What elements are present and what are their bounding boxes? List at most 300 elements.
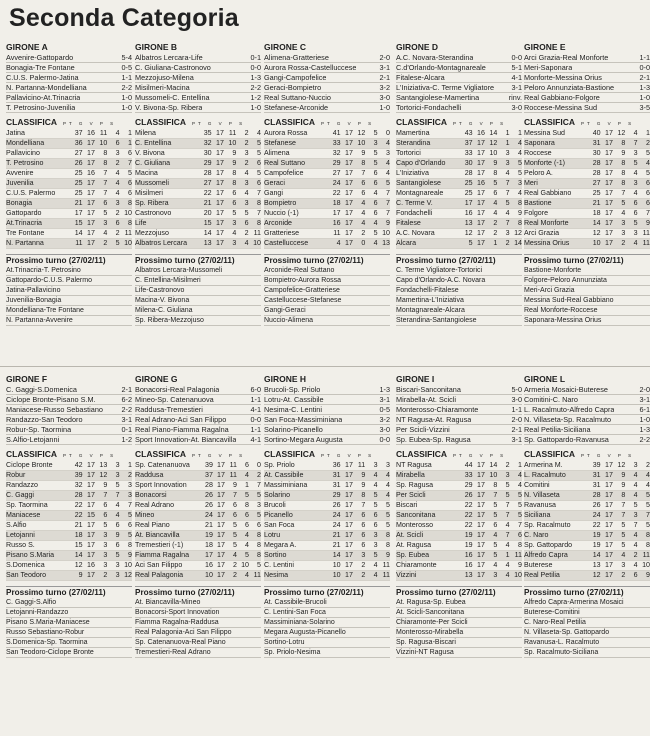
team-name: Real Monforte bbox=[524, 219, 588, 229]
team-name: Comitini bbox=[524, 481, 588, 491]
stat-value: 22 bbox=[328, 189, 340, 199]
stat-value: 5 bbox=[625, 159, 637, 169]
result-row bbox=[396, 73, 522, 83]
stat-value: 17 bbox=[83, 571, 95, 581]
stat-value: 25 bbox=[460, 179, 472, 189]
next-match: Meri-Arci Grazia bbox=[524, 286, 650, 296]
stat-value: 5 bbox=[510, 501, 522, 511]
team-name: Macina bbox=[135, 169, 199, 179]
stat-value: 17 bbox=[83, 541, 95, 551]
stat-value: 4 bbox=[497, 209, 509, 219]
stat-value: 10 bbox=[328, 561, 340, 571]
stat-value: 8 bbox=[249, 219, 261, 229]
classifica-title bbox=[524, 117, 650, 129]
stat-value: 17 bbox=[213, 521, 225, 531]
stat-value: 2 bbox=[225, 571, 237, 581]
next-match: Massiminiana-Solarino bbox=[264, 618, 390, 628]
stat-value: 14 bbox=[70, 229, 82, 239]
stat-value: 17 bbox=[341, 551, 353, 561]
stat-value: 3 bbox=[625, 461, 637, 471]
results-list bbox=[6, 53, 132, 113]
girone-block bbox=[6, 42, 132, 326]
stat-value: 4 bbox=[107, 189, 119, 199]
stat-value: 24 bbox=[588, 511, 600, 521]
standings-row bbox=[396, 551, 522, 561]
stat-value: 4 bbox=[225, 551, 237, 561]
stat-value: 7 bbox=[95, 189, 107, 199]
standings-row bbox=[396, 139, 522, 149]
team-name: Letojanni bbox=[6, 531, 70, 541]
match-score: 6-0 bbox=[250, 385, 261, 394]
result-row bbox=[6, 395, 132, 405]
stat-value: 39 bbox=[201, 461, 213, 471]
stat-value: 17 bbox=[473, 491, 485, 501]
stat-value: 17 bbox=[601, 199, 613, 209]
result-row bbox=[6, 415, 132, 425]
stat-value: 7 bbox=[95, 179, 107, 189]
standings-row bbox=[396, 531, 522, 541]
stat-value: 3 bbox=[120, 491, 132, 501]
stat-value: 25 bbox=[588, 189, 600, 199]
team-name: Aurora Rossa bbox=[264, 129, 328, 139]
results-list bbox=[264, 385, 390, 445]
stat-value: 17 bbox=[601, 541, 613, 551]
stat-value: 4 bbox=[328, 239, 340, 249]
result-row bbox=[264, 93, 390, 103]
stat-value: 5 bbox=[365, 491, 377, 501]
stat-value: 17 bbox=[212, 159, 224, 169]
match-name: Meri-Saponara bbox=[524, 63, 573, 72]
stat-value: 0 bbox=[353, 239, 365, 249]
result-row bbox=[135, 385, 261, 395]
results-list bbox=[524, 53, 650, 113]
stat-value: 29 bbox=[199, 159, 211, 169]
match-name: Mezzojuso-Milena bbox=[135, 73, 194, 82]
stat-value: 6 bbox=[249, 521, 261, 531]
stat-value: 25 bbox=[70, 189, 82, 199]
stat-value: 22 bbox=[70, 511, 82, 521]
result-row bbox=[6, 385, 132, 395]
stat-value: 3 bbox=[224, 239, 236, 249]
girone-title: GIRONE I bbox=[396, 374, 435, 384]
stat-value: 44 bbox=[460, 461, 472, 471]
stat-value: 4 bbox=[237, 531, 249, 541]
stat-value: 2 bbox=[236, 229, 248, 239]
stat-value: 11 bbox=[638, 229, 650, 239]
stat-value: 2 bbox=[613, 571, 625, 581]
team-name: Sp. Taormina bbox=[6, 501, 70, 511]
match-name: Sp. Eubea-Sp. Ragusa bbox=[396, 435, 471, 444]
next-match: At. Biancavilla-Mineo bbox=[135, 598, 261, 608]
match-name: Arci Grazia-Real Monforte bbox=[524, 53, 609, 62]
match-score: 1-1 bbox=[121, 73, 132, 82]
stat-value: 4 bbox=[378, 169, 390, 179]
stat-value: 4 bbox=[365, 571, 377, 581]
match-name: Stefanese-Arconide bbox=[264, 103, 329, 112]
stat-value: 16 bbox=[83, 561, 95, 571]
stat-value: 21 bbox=[70, 521, 82, 531]
team-name: Albatros Lercara bbox=[135, 239, 199, 249]
stat-value: 9 bbox=[224, 149, 236, 159]
standings-row bbox=[6, 471, 132, 481]
standings-row bbox=[6, 199, 132, 209]
stat-value: 29 bbox=[328, 491, 340, 501]
next-match: Messina Sud-Real Gabbiano bbox=[524, 296, 650, 306]
classifica-title bbox=[396, 449, 522, 461]
next-match: Sp. Racalmuto-Siciliana bbox=[524, 648, 650, 658]
team-name: Castronovo bbox=[135, 209, 199, 219]
stat-value: 15 bbox=[70, 541, 82, 551]
stat-value: 2 bbox=[107, 209, 119, 219]
match-score: 1-1 bbox=[250, 425, 261, 434]
match-name: Mineo-Sp. Catenanuova bbox=[135, 395, 214, 404]
standings-row bbox=[135, 491, 261, 501]
match-score: 4-1 bbox=[250, 405, 261, 414]
team-name: Bonagia bbox=[6, 199, 70, 209]
standings-table bbox=[135, 461, 261, 581]
stat-value: 4 bbox=[107, 179, 119, 189]
stat-value: 5 bbox=[107, 551, 119, 561]
team-name: Stefanese bbox=[264, 139, 328, 149]
team-name: C. Naro bbox=[524, 531, 588, 541]
stat-value: 17 bbox=[473, 561, 485, 571]
stat-value: 9 bbox=[353, 481, 365, 491]
stat-value: 2 bbox=[638, 139, 650, 149]
result-row bbox=[524, 435, 650, 445]
stat-value: 17 bbox=[83, 159, 95, 169]
standings-row bbox=[135, 139, 261, 149]
stat-value: 17 bbox=[473, 461, 485, 471]
stat-value: 17 bbox=[601, 129, 613, 139]
standings-row bbox=[396, 501, 522, 511]
stat-value: 6 bbox=[225, 511, 237, 521]
stat-value: 8 bbox=[224, 169, 236, 179]
results-list bbox=[264, 53, 390, 113]
stat-value: 2 bbox=[120, 471, 132, 481]
stat-value: 17 bbox=[83, 239, 95, 249]
stat-value: 1 bbox=[485, 239, 497, 249]
stat-value: 9 bbox=[613, 481, 625, 491]
team-name: Tre Fontane bbox=[6, 229, 70, 239]
match-score: 3-0 bbox=[379, 425, 390, 434]
girone-block bbox=[524, 374, 650, 658]
stat-value: 7 bbox=[613, 511, 625, 521]
stat-value: 5 bbox=[237, 491, 249, 501]
stat-value: 5 bbox=[107, 481, 119, 491]
next-match: Ravanusa-L. Racalmuto bbox=[524, 638, 650, 648]
team-name: Real Petilia bbox=[524, 571, 588, 581]
stat-value: 33 bbox=[328, 139, 340, 149]
match-score: 1-3 bbox=[639, 425, 650, 434]
standings-row bbox=[524, 521, 650, 531]
stat-value: 17 bbox=[601, 521, 613, 531]
stat-value: 17 bbox=[213, 511, 225, 521]
result-row bbox=[6, 405, 132, 415]
team-name: Roccese bbox=[524, 149, 588, 159]
team-name: C. Terme V. bbox=[396, 199, 460, 209]
stat-value: 17 bbox=[201, 551, 213, 561]
stat-value: 17 bbox=[601, 551, 613, 561]
team-name: Robur bbox=[6, 471, 70, 481]
stat-value: 17 bbox=[83, 219, 95, 229]
match-score: 3-5 bbox=[639, 103, 650, 112]
standings-row bbox=[6, 219, 132, 229]
stat-value: 4 bbox=[625, 491, 637, 501]
result-row bbox=[135, 103, 261, 113]
stat-value: 0 bbox=[249, 461, 261, 471]
stat-value: 3 bbox=[378, 461, 390, 471]
classifica-label: CLASSIFICA bbox=[396, 449, 447, 459]
team-name: Randazzo bbox=[6, 481, 70, 491]
standings-table bbox=[524, 461, 650, 581]
stat-value: 17 bbox=[83, 551, 95, 561]
next-match: Capo d'Orlando-A.C. Novara bbox=[396, 276, 522, 286]
stat-value: 7 bbox=[249, 189, 261, 199]
standings-row bbox=[135, 189, 261, 199]
stat-value: 6 bbox=[625, 199, 637, 209]
next-round-title: Prossimo turno (27/02/11) bbox=[264, 586, 390, 598]
team-name: Nesima bbox=[264, 571, 328, 581]
stat-value: 5 bbox=[225, 541, 237, 551]
team-name: Montagnareale bbox=[396, 189, 460, 199]
stat-value: 9 bbox=[70, 571, 82, 581]
stat-value: 17 bbox=[473, 189, 485, 199]
stat-value: 5 bbox=[485, 551, 497, 561]
girone-title: GIRONE E bbox=[524, 42, 566, 52]
standings-row bbox=[6, 481, 132, 491]
stat-value: 6 bbox=[365, 521, 377, 531]
next-match: Fiamma Ragalna-Raddusa bbox=[135, 618, 261, 628]
stat-value: 6 bbox=[638, 179, 650, 189]
next-match: Alfredo Capra-Armerina Mosaici bbox=[524, 598, 650, 608]
stat-value: 4 bbox=[107, 501, 119, 511]
result-row bbox=[264, 63, 390, 73]
standings-row bbox=[6, 229, 132, 239]
stat-value: 1 bbox=[510, 461, 522, 471]
stat-value: 5 bbox=[365, 129, 377, 139]
stat-value: 5 bbox=[365, 149, 377, 159]
stat-value: 24 bbox=[328, 521, 340, 531]
stat-value: 28 bbox=[70, 491, 82, 501]
stat-value: 17 bbox=[83, 521, 95, 531]
next-match: C. Terme Vigliatore-Tortorici bbox=[396, 266, 522, 276]
stat-value: 8 bbox=[613, 179, 625, 189]
stat-value: 5 bbox=[378, 521, 390, 531]
standings-row bbox=[396, 129, 522, 139]
stat-value: 16 bbox=[460, 209, 472, 219]
stat-value: 17 bbox=[473, 571, 485, 581]
next-match: At. Cassibile-Brucoli bbox=[264, 598, 390, 608]
match-score: 1-1 bbox=[250, 395, 261, 404]
stat-value: 17 bbox=[341, 189, 353, 199]
stat-value: 10 bbox=[328, 571, 340, 581]
team-name: Sp. Eubea bbox=[396, 551, 460, 561]
next-match: Pisano S.Maria-Maniacese bbox=[6, 618, 132, 628]
match-name: Ciclope Bronte-Pisano S.M. bbox=[6, 395, 96, 404]
stat-value: 3 bbox=[95, 541, 107, 551]
stat-value: 9 bbox=[613, 149, 625, 159]
stat-value: 6 bbox=[107, 219, 119, 229]
team-name: Tremestieri (-1) bbox=[135, 541, 201, 551]
team-name: Sp. Catenanuova bbox=[135, 461, 201, 471]
team-name: Sp. Racalmuto bbox=[524, 521, 588, 531]
stat-value: 17 bbox=[213, 571, 225, 581]
standings-row bbox=[396, 481, 522, 491]
stat-value: 3 bbox=[625, 179, 637, 189]
stat-value: 3 bbox=[107, 199, 119, 209]
stat-value: 4 bbox=[625, 471, 637, 481]
result-row bbox=[396, 405, 522, 415]
team-name: Messina Orius bbox=[524, 239, 588, 249]
stat-value: 13 bbox=[588, 561, 600, 571]
stat-value: 8 bbox=[378, 531, 390, 541]
stat-value: 17 bbox=[83, 199, 95, 209]
stat-value: 8 bbox=[95, 149, 107, 159]
team-name: Arconide bbox=[264, 219, 328, 229]
match-score: 2-1 bbox=[379, 73, 390, 82]
standings-row bbox=[264, 139, 390, 149]
result-row bbox=[396, 415, 522, 425]
stat-value: 2 bbox=[625, 551, 637, 561]
team-name: Bonacorsi bbox=[135, 491, 201, 501]
girone-title: GIRONE A bbox=[6, 42, 48, 52]
team-name: Alfredo Capra bbox=[524, 551, 588, 561]
stat-value: 3 bbox=[510, 179, 522, 189]
stat-value: 17 bbox=[213, 471, 225, 481]
stat-value: 28 bbox=[588, 491, 600, 501]
stat-value: 17 bbox=[212, 189, 224, 199]
match-score: 3-1 bbox=[121, 415, 132, 424]
stat-value: 17 bbox=[212, 239, 224, 249]
stat-value: 17 bbox=[473, 511, 485, 521]
stat-value: 5 bbox=[95, 521, 107, 531]
stat-value: 7 bbox=[497, 511, 509, 521]
stat-value: 17 bbox=[473, 169, 485, 179]
stat-value: 10 bbox=[237, 561, 249, 571]
next-match: Montagnareale-Alcara bbox=[396, 306, 522, 316]
classifica-label: CLASSIFICA bbox=[135, 117, 186, 127]
team-name: C. Lentini bbox=[264, 561, 328, 571]
standings-row bbox=[135, 571, 261, 581]
team-name: Massiminiana bbox=[264, 481, 328, 491]
standings-row bbox=[396, 541, 522, 551]
stat-value: 17 bbox=[341, 471, 353, 481]
team-name: Mussomeli bbox=[135, 179, 199, 189]
team-name: Meri bbox=[524, 179, 588, 189]
stat-value: 10 bbox=[120, 561, 132, 571]
stat-value: 7 bbox=[353, 169, 365, 179]
match-name: A.C. Novara-Sterandina bbox=[396, 53, 474, 62]
stat-value: 5 bbox=[510, 159, 522, 169]
stat-value: 3 bbox=[107, 561, 119, 571]
stat-value: 7 bbox=[497, 501, 509, 511]
stat-value: 17 bbox=[213, 551, 225, 561]
standings-row bbox=[6, 491, 132, 501]
stat-value: 6 bbox=[485, 521, 497, 531]
stat-value: 4 bbox=[365, 561, 377, 571]
stat-value: 8 bbox=[120, 541, 132, 551]
stat-value: 8 bbox=[353, 491, 365, 501]
match-score: 1-3 bbox=[639, 83, 650, 92]
standings-table bbox=[264, 461, 390, 581]
stat-value: 28 bbox=[201, 481, 213, 491]
stat-value: 5 bbox=[378, 511, 390, 521]
stat-value: 17 bbox=[601, 239, 613, 249]
match-name: Sport Innovation-At. Biancavilla bbox=[135, 435, 237, 444]
team-name: Chiaramonte bbox=[396, 561, 460, 571]
stat-value: 39 bbox=[588, 461, 600, 471]
standings-row bbox=[264, 511, 390, 521]
stat-value: 28 bbox=[199, 169, 211, 179]
stat-value: 8 bbox=[353, 159, 365, 169]
match-score: 3-2 bbox=[379, 415, 390, 424]
stat-value: 11 bbox=[249, 229, 261, 239]
match-name: Pallavicino-At.Trinacria bbox=[6, 93, 81, 102]
stat-value: 4 bbox=[353, 219, 365, 229]
standings-row bbox=[135, 239, 261, 249]
stat-value: 19 bbox=[460, 531, 472, 541]
stat-value: 3 bbox=[107, 149, 119, 159]
result-row bbox=[135, 405, 261, 415]
stat-value: 17 bbox=[341, 461, 353, 471]
stat-value: 21 bbox=[199, 199, 211, 209]
stat-value: 17 bbox=[341, 209, 353, 219]
standings-row bbox=[524, 219, 650, 229]
stat-value: 11 bbox=[638, 551, 650, 561]
match-score: 1-1 bbox=[639, 53, 650, 62]
match-score: 2-2 bbox=[121, 405, 132, 414]
stat-value: 29 bbox=[460, 481, 472, 491]
next-match: Sterandina-Santangiolese bbox=[396, 316, 522, 326]
next-match: Chiaramonte-Per Scicli bbox=[396, 618, 522, 628]
stat-value: 5 bbox=[378, 501, 390, 511]
standings-row bbox=[6, 461, 132, 471]
stat-value: 39 bbox=[70, 471, 82, 481]
standings-row bbox=[135, 169, 261, 179]
next-match: C. Lentini-San Foca bbox=[264, 608, 390, 618]
stat-value: 17 bbox=[601, 139, 613, 149]
stat-value: 17 bbox=[341, 531, 353, 541]
next-match: Folgore-Peloro Annunziata bbox=[524, 276, 650, 286]
standings-row bbox=[135, 229, 261, 239]
standings-row bbox=[6, 149, 132, 159]
standings-row bbox=[524, 531, 650, 541]
stat-value: 12 bbox=[460, 229, 472, 239]
stat-value: 17 bbox=[328, 209, 340, 219]
stat-value: 17 bbox=[213, 461, 225, 471]
next-match: Vizzini-NT Ragusa bbox=[396, 648, 522, 658]
match-score: 0-5 bbox=[379, 405, 390, 414]
match-score: 0-0 bbox=[639, 63, 650, 72]
stat-value: 12 bbox=[70, 561, 82, 571]
stat-value: 17 bbox=[341, 521, 353, 531]
team-name: N. Villaseta bbox=[524, 491, 588, 501]
team-name: Saponara bbox=[524, 139, 588, 149]
stat-value: 5 bbox=[120, 531, 132, 541]
standings-row bbox=[396, 179, 522, 189]
stat-value: 30 bbox=[199, 149, 211, 159]
stat-value: 8 bbox=[510, 219, 522, 229]
standings-row bbox=[264, 239, 390, 249]
stat-value: 2 bbox=[485, 229, 497, 239]
classifica-label: CLASSIFICA bbox=[524, 117, 575, 127]
stat-value: 9 bbox=[120, 551, 132, 561]
team-name: Ciclope Bronte bbox=[6, 461, 70, 471]
stat-value: 4 bbox=[365, 189, 377, 199]
standings-row bbox=[264, 561, 390, 571]
team-name: Maniacese bbox=[6, 511, 70, 521]
stat-value: 17 bbox=[601, 219, 613, 229]
